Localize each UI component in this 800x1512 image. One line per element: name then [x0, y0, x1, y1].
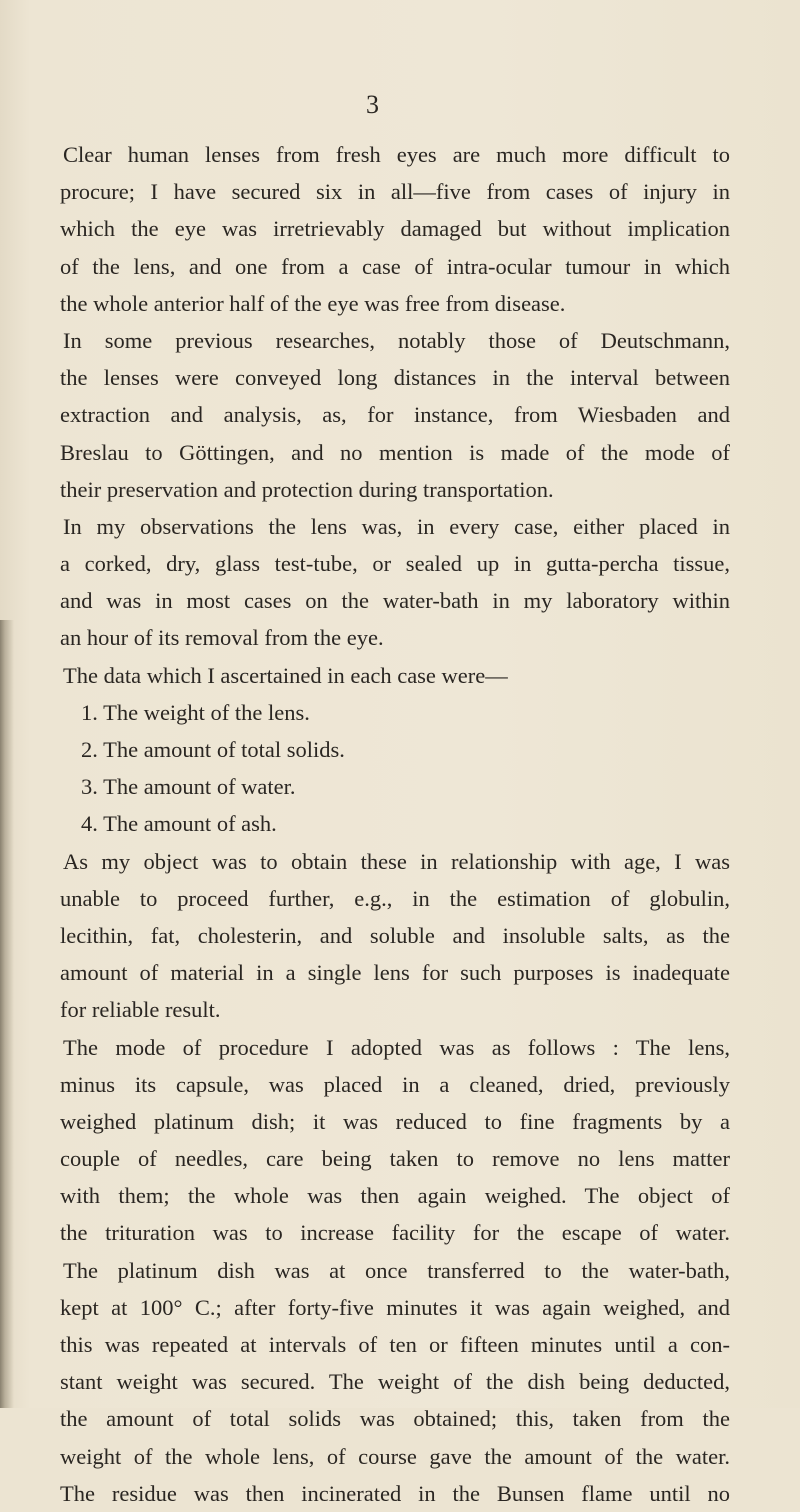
list-item: 1. The weight of the lens.	[81, 699, 310, 725]
text-line: In my observations the lens was, in every case, either placed in	[63, 513, 730, 539]
text-line: weighed platinum dish; it was reduced to fine fragments by a	[60, 1108, 730, 1134]
text-line: In some previous researches, notably those of Deutschmann,	[63, 327, 730, 353]
text-line: the whole anterior half of the eye was free from disease.	[60, 290, 566, 316]
list-item: 2. The amount of total solids.	[81, 737, 345, 762]
page-number: 3	[366, 90, 379, 119]
text-line: their preservation and protection during transportation.	[60, 476, 554, 502]
text-line: The platinum dish was at once transferred to the water-bath,	[63, 1257, 730, 1283]
list-item: 4. The amount of ash.	[81, 811, 277, 837]
text-line: The residue was then incinerated in the Bunsen flame until no	[60, 1480, 730, 1506]
text-line: kept at 100° C.; after forty-five minutes it was again weighed, and	[60, 1294, 730, 1320]
text-line: and was in most cases on the water-bath in my laboratory within	[60, 588, 730, 614]
text-line: unable to proceed further, e.g., in the estimation of globulin,	[60, 885, 730, 911]
text-line: minus its capsule, was placed in a cleaned, dried, previously	[60, 1071, 730, 1097]
text-line: which the eye was irretrievably damaged but without implication	[60, 216, 730, 242]
text-line: The mode of procedure I adopted was as follows : The lens,	[63, 1034, 730, 1060]
body-text	[60, 136, 730, 1512]
text-line: for reliable result.	[60, 997, 221, 1023]
list-item: 3. The amount of water.	[81, 774, 296, 800]
text-line: The data which I ascertained in each case were—	[63, 662, 508, 688]
text-line: As my object was to obtain these in relationship with age, I was	[63, 848, 730, 874]
text-line: Clear human lenses from fresh eyes are much more difficult to	[63, 142, 730, 167]
text-line: this was repeated at intervals of ten or fifteen minutes until a con-	[60, 1332, 730, 1357]
text-line: the trituration was to increase facility for the escape of water.	[60, 1220, 730, 1246]
text-line: couple of needles, care being taken to remove no lens matter	[60, 1146, 730, 1172]
text-line: a corked, dry, glass test-tube, or sealed up in gutta-percha tissue,	[60, 551, 730, 577]
binding-edge-shadow	[0, 620, 14, 1408]
text-line: amount of material in a single lens for such purposes is inadequate	[60, 960, 730, 986]
text-line: an hour of its removal from the eye.	[60, 625, 384, 651]
text-line: weight of the whole lens, of course gave the amount of the water.	[60, 1443, 730, 1469]
text-line: procure; I have secured six in all—five from cases of injury in	[60, 179, 730, 205]
text-line: the lenses were conveyed long distances in the interval between	[60, 365, 730, 391]
text-line: extraction and analysis, as, for instance, from Wiesbaden and	[60, 402, 730, 428]
text-line: lecithin, fat, cholesterin, and soluble and insoluble salts, as the	[60, 922, 730, 948]
text-line: stant weight was secured. The weight of the dish being deducted,	[60, 1369, 730, 1395]
text-line: Breslau to Göttingen, and no mention is made of the mode of	[60, 439, 730, 465]
text-line: with them; the whole was then again weighed. The object of	[60, 1183, 730, 1209]
text-line: of the lens, and one from a case of intra-ocular tumour in which	[60, 253, 730, 279]
text-line: the amount of total solids was obtained; this, taken from the	[60, 1406, 730, 1432]
